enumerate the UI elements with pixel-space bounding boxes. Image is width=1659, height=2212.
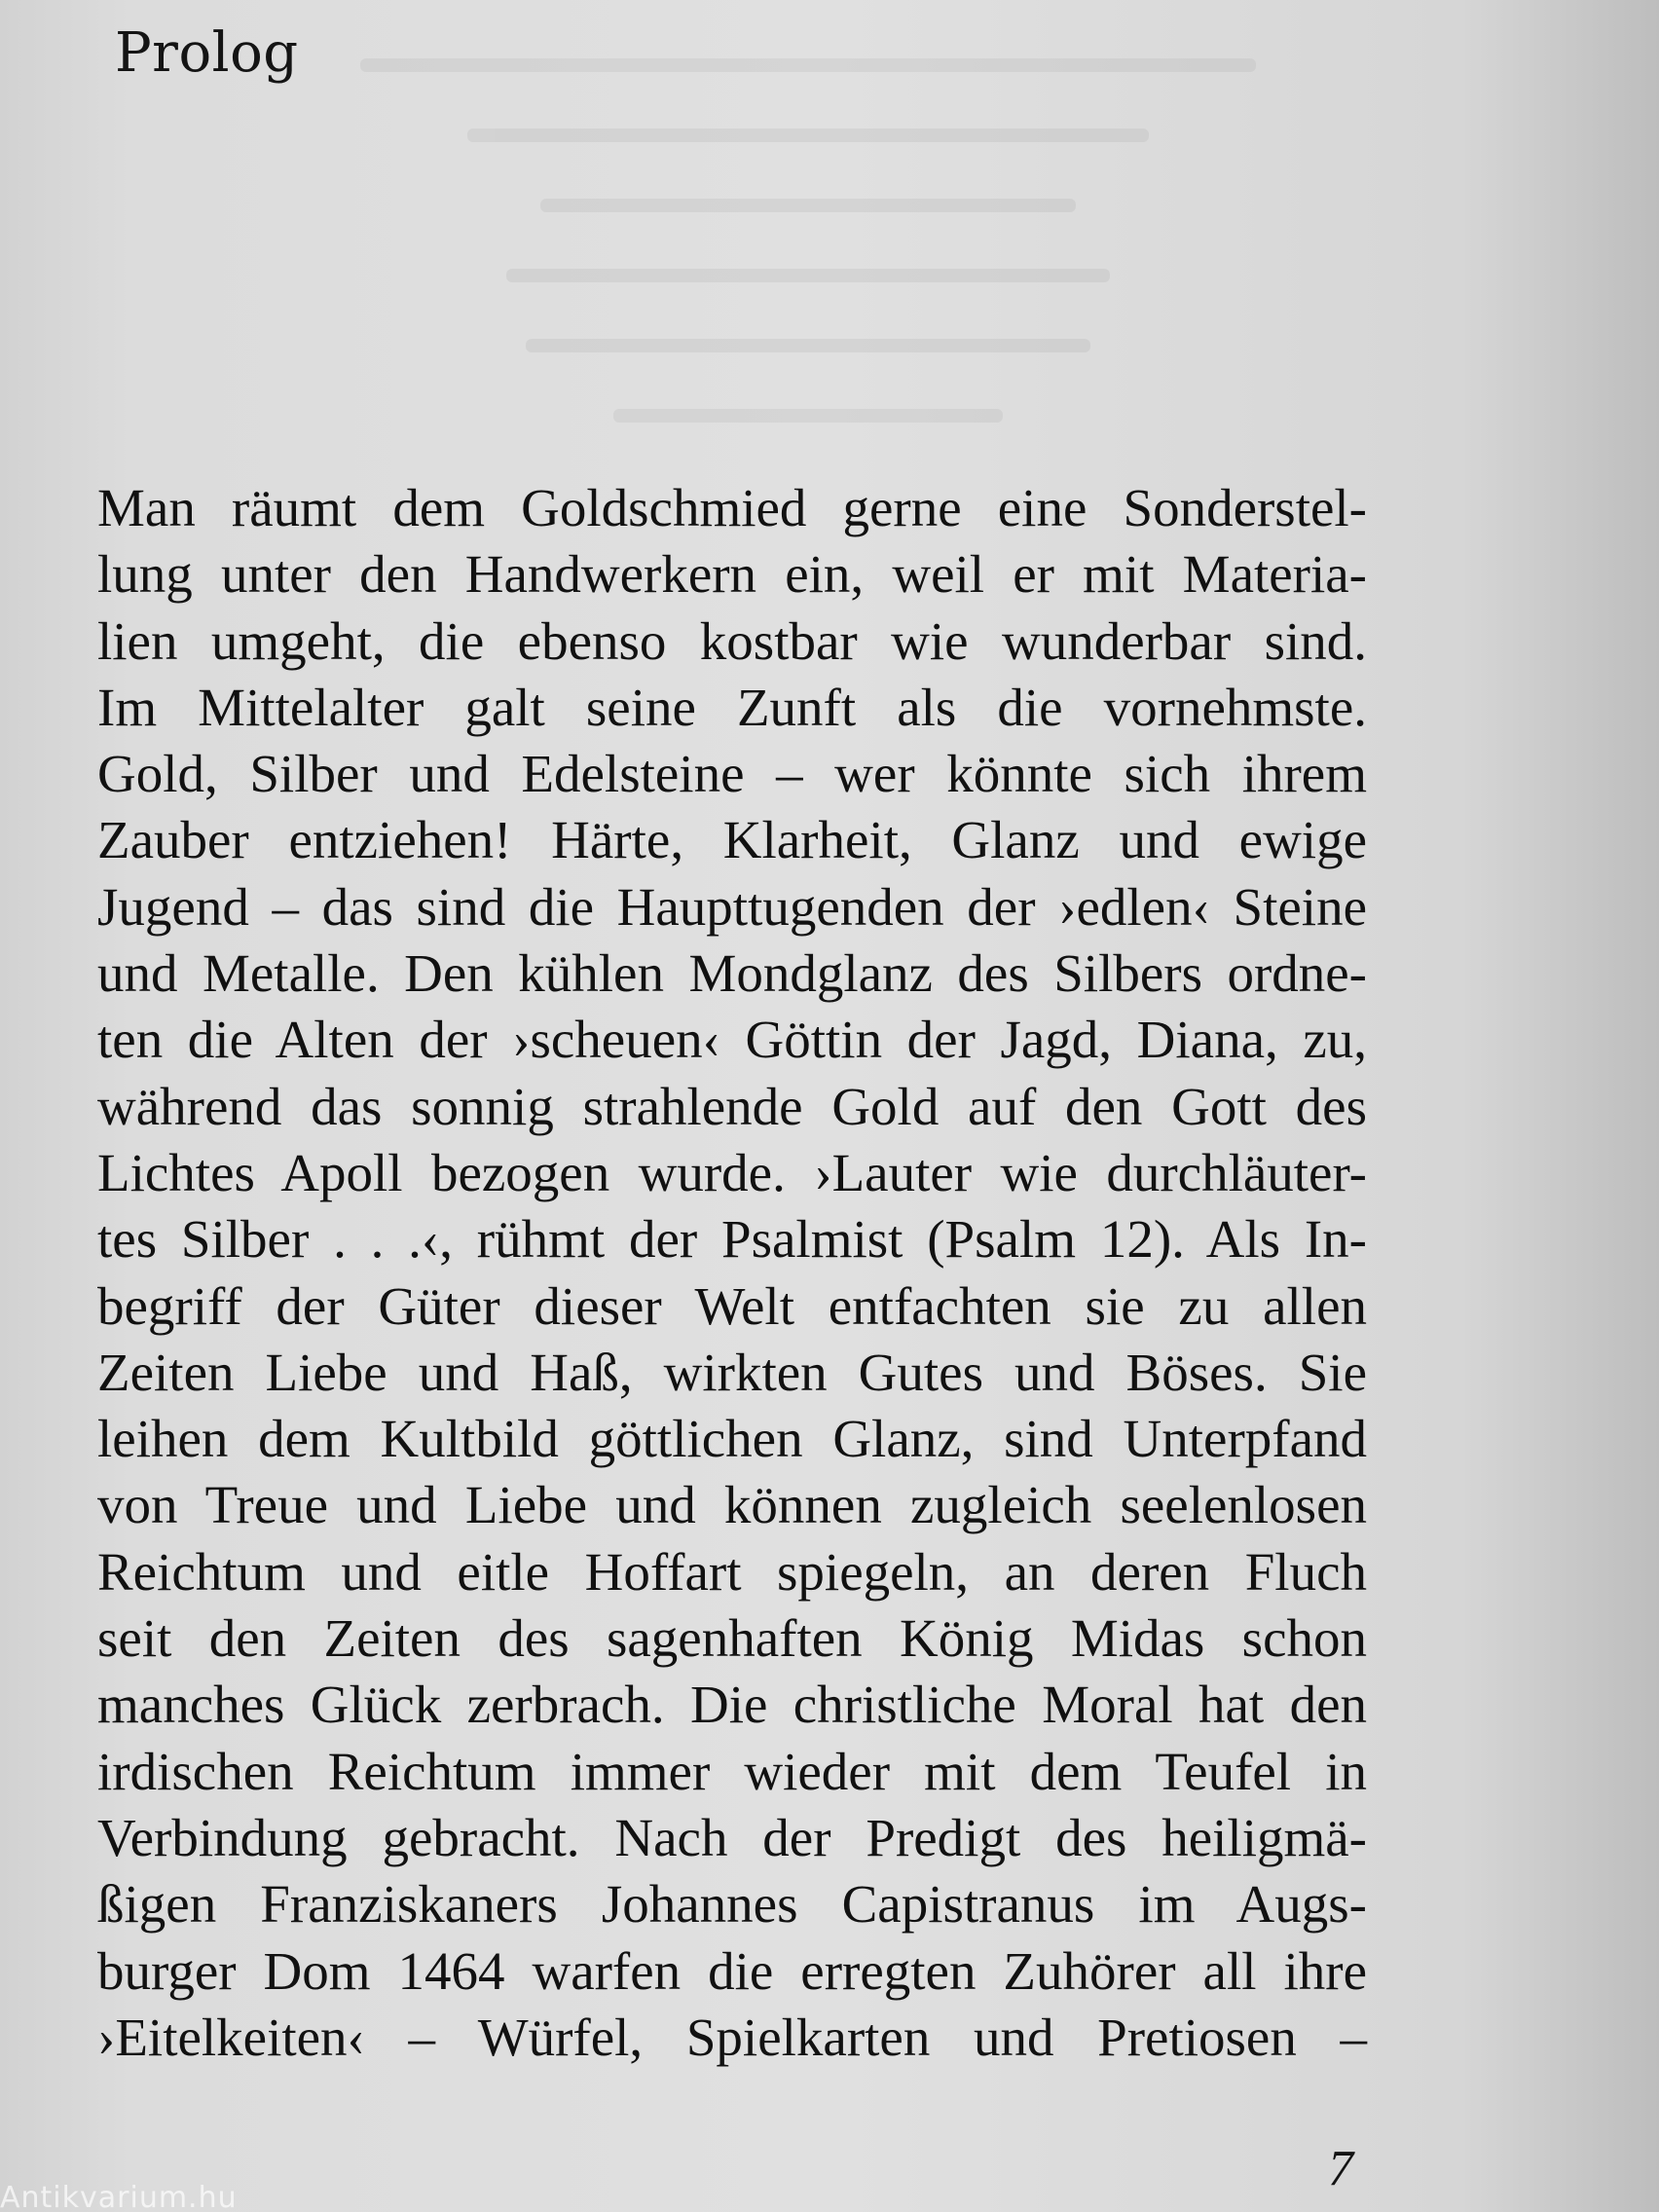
watermark-text: Antikvarium.hu: [0, 2181, 238, 2212]
text-line: burger Dom 1464 warfen die erregten Zuhörer all ihre: [97, 1940, 1367, 2001]
chapter-heading: Prolog: [115, 21, 299, 85]
text-line: Im Mittelalter galt seine Zunft als die vornehmste.: [97, 677, 1367, 737]
text-line: lien umgeht, die ebenso kostbar wie wunderbar sind.: [97, 610, 1367, 671]
text-line: ßigen Franziskaners Johannes Capistranus im Augs-: [97, 1874, 1367, 1935]
text-line: Zeiten Liebe und Haß, wirkten Gutes und Böses. Sie: [97, 1342, 1367, 1402]
text-line: von Treue und Liebe und können zugleich seelenlosen: [97, 1475, 1367, 1535]
text-line: seit den Zeiten des sagenhaften König Midas schon: [97, 1608, 1367, 1669]
text-line: lung unter den Handwerkern ein, weil er mit Materia-: [97, 544, 1367, 605]
text-line: Man räumt dem Goldschmied gerne eine Sonderstel-: [97, 478, 1367, 537]
text-line: begriff der Güter dieser Welt entfachten sie zu allen: [97, 1275, 1367, 1336]
text-line: während das sonnig strahlende Gold auf den Gott des: [97, 1076, 1367, 1136]
text-line: Zauber entziehen! Härte, Klarheit, Glanz und ewige: [97, 810, 1367, 870]
text-line: ›Eitelkeiten‹ – Würfel, Spielkarten und Pretiosen –: [97, 2007, 1367, 2067]
body-paragraph: [97, 475, 1367, 2071]
text-line: tes Silber . . .‹, rühmt der Psalmist (Psalm 12). Als In-: [97, 1209, 1367, 1270]
text-line: und Metalle. Den kühlen Mondglanz des Silbers ordne-: [97, 943, 1367, 1004]
text-line: Gold, Silber und Edelsteine – wer könnte sich ihrem: [97, 744, 1367, 804]
text-line: leihen dem Kultbild göttlichen Glanz, sind Unterpfand: [97, 1409, 1367, 1469]
page-number: 7: [1328, 2141, 1353, 2196]
text-line: Jugend – das sind die Haupttugenden der ›edlen‹ Steine: [97, 876, 1367, 937]
text-line: Lichtes Apoll bezogen wurde. ›Lauter wie durchläuter-: [97, 1142, 1367, 1202]
text-line: Verbindung gebracht. Nach der Predigt des heiligmä-: [97, 1807, 1367, 1867]
show-through-text: [321, 58, 1295, 467]
text-line: manches Glück zerbrach. Die christliche Moral hat den: [97, 1675, 1367, 1735]
text-line: irdischen Reichtum immer wieder mit dem Teufel in: [97, 1741, 1367, 1801]
text-line: Reichtum und eitle Hoffart spiegeln, an deren Fluch: [97, 1541, 1367, 1602]
text-line: ten die Alten der ›scheuen‹ Göttin der Jagd, Diana, zu,: [97, 1010, 1367, 1070]
